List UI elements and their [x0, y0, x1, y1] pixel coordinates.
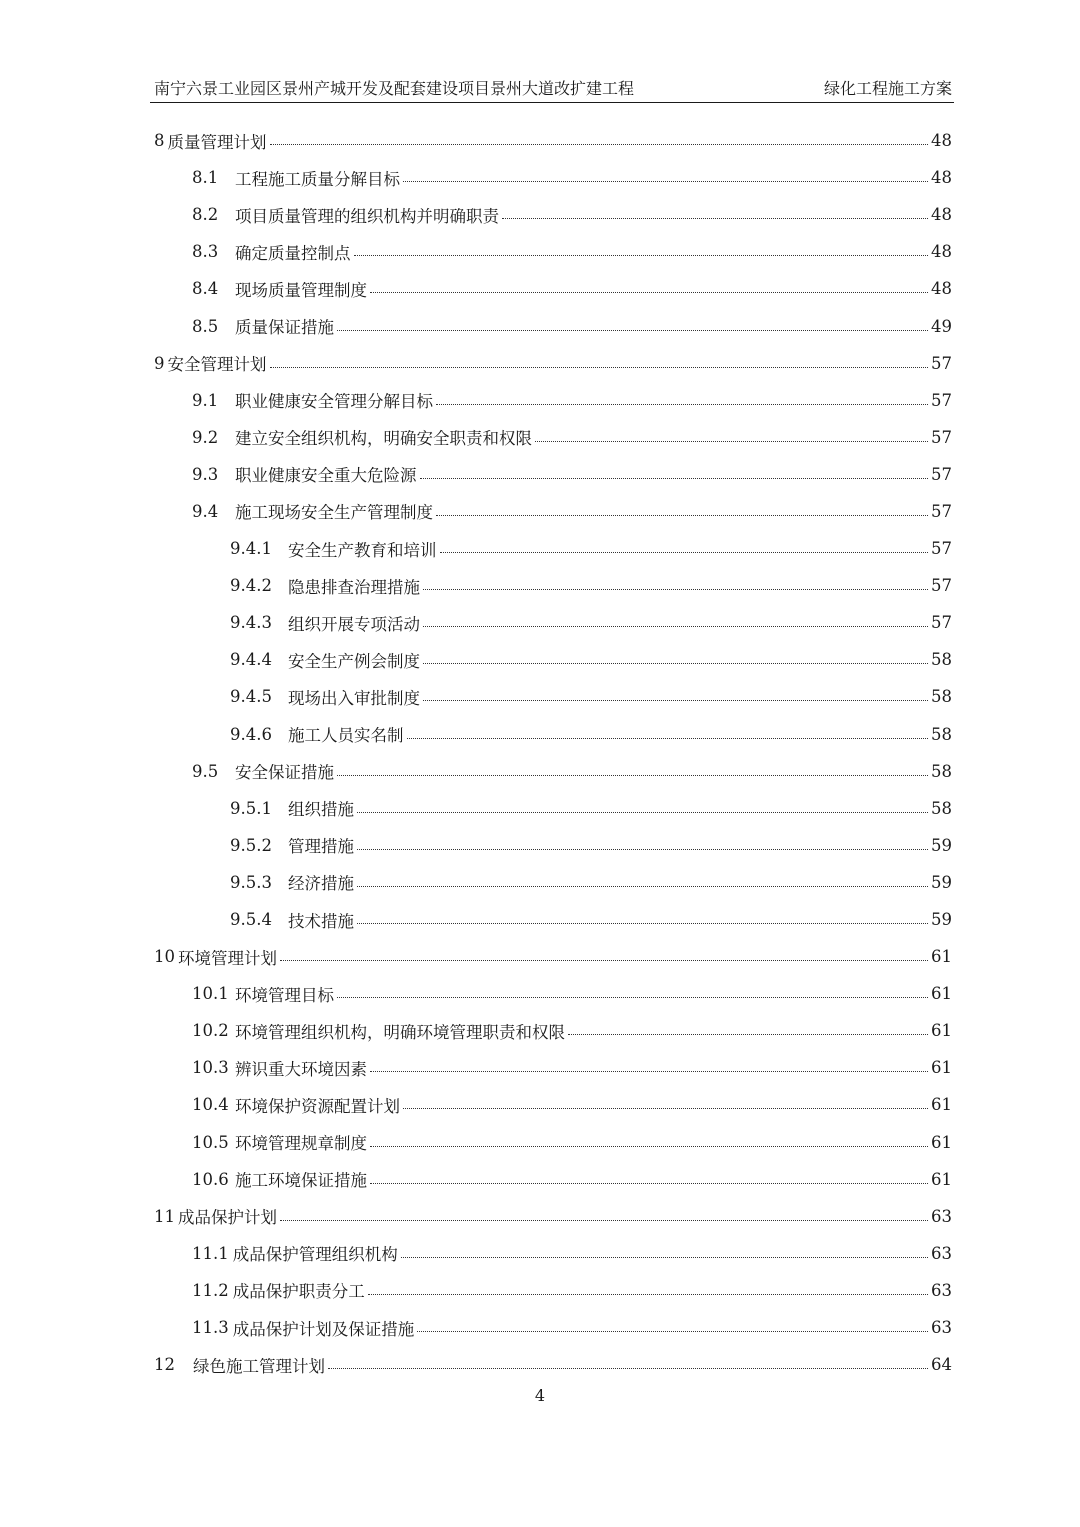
toc-entry-number: 9.5.1: [230, 798, 272, 818]
toc-entry-page: 48: [931, 131, 952, 151]
toc-entry-page: 59: [931, 910, 952, 930]
toc-entry[interactable]: [154, 827, 952, 864]
toc-entry-page: 61: [931, 947, 952, 967]
toc-entry-number: 9.4.1: [230, 539, 272, 559]
toc-entry-title: 现场出入审批制度: [288, 688, 420, 708]
toc-entry-title: 安全生产教育和培训: [288, 540, 437, 560]
toc-entry-number: 12: [154, 1355, 175, 1375]
header-rule: [150, 102, 954, 103]
toc-entry-page: 59: [931, 835, 952, 855]
toc-entry[interactable]: [154, 1161, 952, 1198]
toc-entry[interactable]: [154, 1086, 952, 1123]
toc-entry[interactable]: [154, 493, 952, 530]
toc-dot-leader: [420, 478, 929, 479]
toc-entry-title: 施工人员实名制: [288, 726, 404, 746]
toc-entry[interactable]: [154, 196, 952, 233]
toc-dot-leader: [337, 330, 928, 331]
toc-entry-page: 58: [931, 798, 952, 818]
toc-dot-leader: [354, 255, 929, 256]
toc-entry[interactable]: [154, 345, 952, 382]
toc-entry-page: 57: [931, 576, 952, 596]
toc-entry-number: 9.4.5: [230, 687, 272, 707]
toc-entry[interactable]: [154, 604, 952, 641]
toc-entry-number: 9.5.2: [230, 835, 272, 855]
toc-dot-leader: [337, 775, 928, 776]
toc-entry-page: 48: [931, 279, 952, 299]
toc-entry-title: 职业健康安全重大危险源: [235, 466, 417, 486]
toc-entry-title: 环境管理组织机构，明确环境管理职责和权限: [235, 1022, 565, 1042]
toc-entry-title: 技术措施: [288, 911, 354, 931]
toc-entry-title: 绿色施工管理计划: [193, 1356, 325, 1376]
toc-entry[interactable]: [154, 1012, 952, 1049]
toc-dot-leader: [337, 997, 928, 998]
toc-dot-leader: [328, 1368, 928, 1369]
toc-entry-page: 57: [931, 427, 952, 447]
toc-entry-number: 9.5.4: [230, 910, 272, 930]
toc-entry-page: 59: [931, 872, 952, 892]
toc-dot-leader: [417, 1331, 928, 1332]
toc-entry-page: 48: [931, 205, 952, 225]
toc-entry-number: 8.5: [192, 316, 219, 336]
toc-entry-number: 8.2: [192, 205, 219, 225]
toc-entry[interactable]: [154, 456, 952, 493]
toc-entry-title: 组织开展专项活动: [288, 614, 420, 634]
toc-entry-title: 项目质量管理的组织机构并明确职责: [235, 206, 499, 226]
toc-entry-page: 48: [931, 242, 952, 262]
toc-entry-page: 57: [931, 539, 952, 559]
toc-dot-leader: [401, 1257, 928, 1258]
header-document-title: 绿化工程施工方案: [823, 79, 952, 98]
toc-entry-page: 48: [931, 168, 952, 188]
toc-entry[interactable]: [154, 419, 952, 456]
toc-entry-title: 环境管理目标: [235, 985, 334, 1005]
toc-entry-number: 9.3: [192, 464, 219, 484]
toc-entry-title: 建立安全组织机构，明确安全职责和权限: [235, 429, 532, 449]
toc-entry-number: 8.4: [192, 279, 219, 299]
toc-dot-leader: [357, 886, 928, 887]
toc-entry[interactable]: [154, 233, 952, 270]
toc-entry-page: 57: [931, 613, 952, 633]
toc-entry-title: 质量管理计划: [167, 132, 267, 152]
toc-entry[interactable]: [154, 1124, 952, 1161]
toc-entry-number: 9.4.2: [230, 576, 272, 596]
toc-entry-title: 成品保护职责分工: [232, 1282, 365, 1302]
toc-entry[interactable]: [154, 1049, 952, 1086]
toc-entry-page: 61: [931, 1095, 952, 1115]
toc-entry-number: 10: [154, 947, 175, 967]
toc-entry-title: 环境管理规章制度: [235, 1134, 367, 1154]
toc-entry-title: 成品保护计划及保证措施: [232, 1319, 415, 1339]
toc-entry-title: 隐患排查治理措施: [288, 577, 420, 597]
toc-entry-number: 11.2: [192, 1280, 229, 1300]
toc-entry-page: 49: [931, 316, 952, 336]
toc-entry-title: 现场质量管理制度: [235, 280, 367, 300]
toc-entry[interactable]: [154, 1272, 952, 1309]
toc-entry-page: 58: [931, 650, 952, 670]
toc-dot-leader: [270, 367, 929, 368]
toc-entry-title: 工程施工质量分解目标: [235, 169, 400, 189]
toc-entry[interactable]: [154, 1309, 952, 1346]
toc-entry-title: 施工现场安全生产管理制度: [235, 503, 433, 523]
toc-entry-page: 58: [931, 761, 952, 781]
toc-dot-leader: [357, 849, 928, 850]
toc-entry-number: 9.5.3: [230, 872, 272, 892]
header-project-title: 南宁六景工业园区景州产城开发及配套建设项目景州大道改扩建工程: [154, 79, 635, 98]
toc-entry[interactable]: [154, 270, 952, 307]
toc-dot-leader: [370, 1183, 928, 1184]
toc-entry-number: 10.5: [192, 1132, 229, 1152]
toc-dot-leader: [436, 404, 928, 405]
toc-entry-page: 63: [931, 1206, 952, 1226]
toc-dot-leader: [370, 292, 928, 293]
toc-entry-number: 10.6: [192, 1169, 229, 1189]
toc-dot-leader: [535, 441, 928, 442]
toc-entry[interactable]: [154, 678, 952, 715]
toc-entry[interactable]: [154, 641, 952, 678]
toc-dot-leader: [423, 626, 928, 627]
toc-entry-number: 10.4: [192, 1095, 229, 1115]
toc-entry-number: 11.1: [192, 1243, 229, 1263]
toc-entry-title: 环境管理计划: [178, 948, 277, 968]
toc-entry-title: 辨识重大环境因素: [235, 1059, 367, 1079]
toc-entry-page: 58: [931, 724, 952, 744]
toc-entry-page: 61: [931, 1132, 952, 1152]
toc-entry[interactable]: [154, 122, 952, 159]
toc-entry-title: 安全生产例会制度: [288, 651, 420, 671]
toc-entry-page: 57: [931, 390, 952, 410]
toc-dot-leader: [423, 700, 928, 701]
toc-entry-number: 11: [154, 1206, 175, 1226]
toc-entry-title: 施工环境保证措施: [235, 1171, 367, 1191]
toc-dot-leader: [357, 923, 928, 924]
toc-entry[interactable]: [154, 901, 952, 938]
toc-entry-page: 57: [931, 501, 952, 521]
toc-dot-leader: [357, 812, 928, 813]
toc-entry-number: 9.4: [192, 501, 219, 521]
toc-entry-number: 10.2: [192, 1021, 229, 1041]
running-header: [154, 76, 952, 102]
toc-entry-title: 安全管理计划: [167, 355, 267, 375]
toc-entry[interactable]: [154, 159, 952, 196]
toc-dot-leader: [423, 589, 928, 590]
toc-entry-title: 成品保护计划: [178, 1208, 277, 1228]
toc-entry[interactable]: [154, 1198, 952, 1235]
table-of-contents: [154, 122, 952, 1383]
toc-entry[interactable]: [154, 567, 952, 604]
toc-entry-number: 10.3: [192, 1058, 229, 1078]
toc-dot-leader: [370, 1071, 928, 1072]
toc-dot-leader: [407, 738, 929, 739]
toc-entry-number: 9.4.6: [230, 724, 272, 744]
toc-entry-title: 职业健康安全管理分解目标: [235, 392, 433, 412]
toc-dot-leader: [368, 1294, 928, 1295]
toc-dot-leader: [280, 960, 928, 961]
toc-entry[interactable]: [154, 307, 952, 344]
toc-dot-leader: [403, 181, 928, 182]
toc-entry-title: 组织措施: [288, 800, 354, 820]
toc-entry[interactable]: [154, 938, 952, 975]
toc-dot-leader: [370, 1146, 928, 1147]
toc-entry-number: 9: [154, 353, 165, 373]
toc-dot-leader: [423, 663, 928, 664]
toc-entry[interactable]: [154, 1346, 952, 1383]
toc-dot-leader: [502, 218, 928, 219]
toc-entry-title: 管理措施: [288, 837, 354, 857]
toc-entry-title: 成品保护管理组织机构: [232, 1245, 398, 1265]
toc-entry[interactable]: [154, 530, 952, 567]
toc-entry-page: 57: [931, 464, 952, 484]
toc-entry[interactable]: [154, 382, 952, 419]
toc-entry-number: 8.1: [192, 168, 219, 188]
toc-entry[interactable]: [154, 790, 952, 827]
page-number: 4: [534, 1386, 546, 1405]
toc-dot-leader: [436, 515, 928, 516]
toc-entry[interactable]: [154, 1235, 952, 1272]
toc-entry[interactable]: [154, 716, 952, 753]
toc-entry-number: 9.5: [192, 761, 219, 781]
toc-entry-page: 61: [931, 1021, 952, 1041]
toc-entry-title: 确定质量控制点: [235, 243, 351, 263]
toc-entry-page: 57: [931, 353, 952, 373]
toc-entry-page: 61: [931, 1169, 952, 1189]
toc-entry-number: 8.3: [192, 242, 219, 262]
toc-entry-page: 61: [931, 1058, 952, 1078]
toc-entry-page: 64: [931, 1355, 952, 1375]
toc-entry-page: 63: [931, 1243, 952, 1263]
toc-entry-number: 9.1: [192, 390, 219, 410]
toc-dot-leader: [440, 552, 929, 553]
toc-dot-leader: [270, 144, 929, 145]
toc-entry[interactable]: [154, 975, 952, 1012]
toc-entry-title: 环境保护资源配置计划: [235, 1096, 400, 1116]
toc-dot-leader: [403, 1108, 928, 1109]
toc-entry[interactable]: [154, 753, 952, 790]
toc-entry-page: 63: [931, 1280, 952, 1300]
toc-entry[interactable]: [154, 864, 952, 901]
toc-dot-leader: [568, 1034, 928, 1035]
toc-entry-number: 8: [154, 131, 165, 151]
toc-entry-number: 9.4.3: [230, 613, 272, 633]
toc-entry-page: 58: [931, 687, 952, 707]
toc-entry-number: 11.3: [192, 1318, 229, 1338]
toc-entry-title: 经济措施: [288, 874, 354, 894]
toc-entry-title: 安全保证措施: [235, 763, 334, 783]
toc-entry-title: 质量保证措施: [235, 318, 334, 338]
toc-entry-number: 9.2: [192, 427, 219, 447]
toc-entry-page: 63: [931, 1318, 952, 1338]
toc-entry-number: 10.1: [192, 984, 229, 1004]
toc-entry-page: 61: [931, 984, 952, 1004]
toc-dot-leader: [280, 1220, 928, 1221]
toc-entry-number: 9.4.4: [230, 650, 272, 670]
